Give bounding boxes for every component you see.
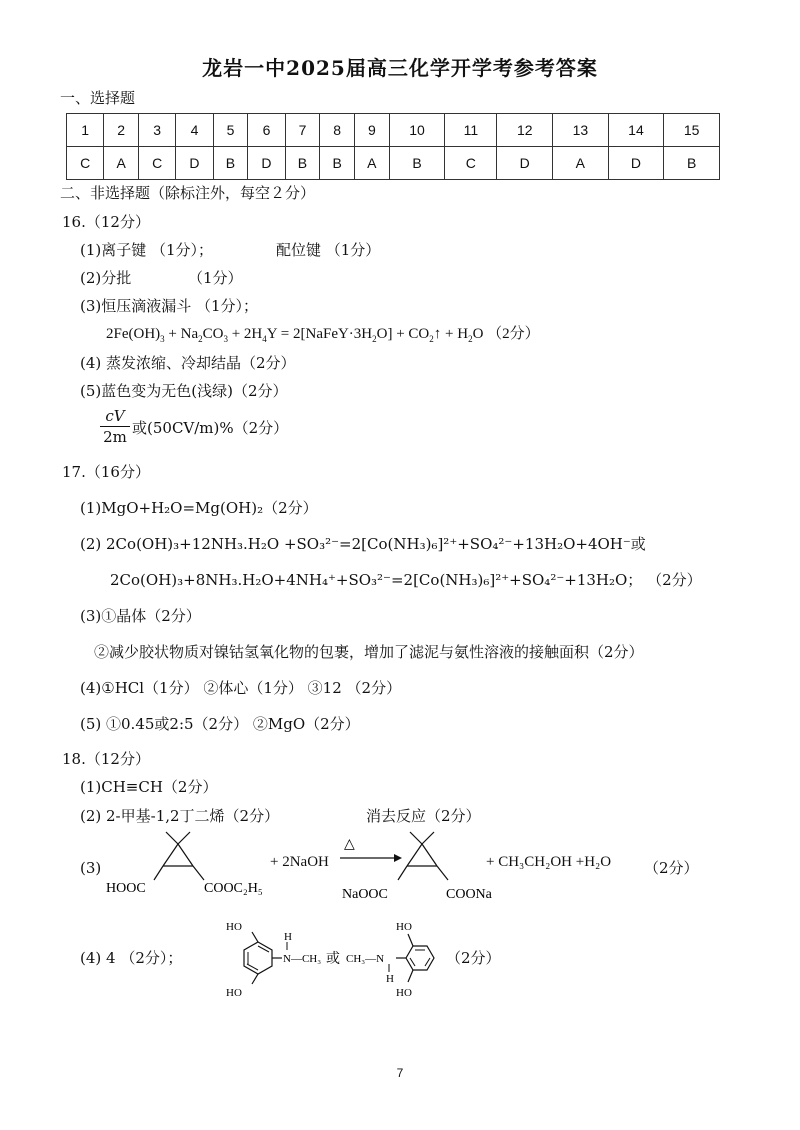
double-bond [425, 958, 430, 966]
page-number: 7 [396, 1066, 404, 1080]
answer-cell: B [664, 147, 720, 180]
ring-bond [178, 844, 193, 866]
answer-table-numbers-row [67, 114, 720, 147]
eq-part: O （2分） [472, 326, 540, 342]
q17-line5: ②减少胶状物质对镍钴氢氧化物的包裹，增加了滤泥与氨性溶液的接触面积（2分） [94, 643, 644, 661]
eq-part: + Na [164, 326, 199, 342]
question-number: 15 [664, 114, 720, 147]
methyl-bond [422, 832, 434, 844]
eq-part: Y = 2[NaFeY·3H [266, 326, 373, 342]
double-bond [410, 958, 415, 966]
answer-cell: D [608, 147, 664, 180]
answer-cell: B [285, 147, 320, 180]
answer-cell: C [445, 147, 497, 180]
ho-bond [252, 932, 258, 942]
eq-sub: 2 [372, 334, 377, 344]
question-number: 3 [139, 114, 176, 147]
q17-header: 17.（16分） [62, 463, 150, 481]
question-number: 2 [104, 114, 139, 147]
h-label: H [284, 931, 292, 943]
q16-line3: (3)恒压滴液漏斗 （1分）； [80, 297, 259, 315]
eq-part: ↑ + H [433, 326, 469, 342]
hooc-group: HOOC [106, 881, 146, 896]
q18-line4-score: （2分） [446, 949, 501, 967]
methyl-bond [178, 832, 190, 844]
heat-symbol: △ [344, 837, 355, 852]
ho-label: HO [396, 987, 412, 999]
eq-sub: 2 [468, 334, 473, 344]
ho-label: HO [226, 987, 242, 999]
ho-bond [408, 934, 413, 946]
question-number: 1 [67, 114, 104, 147]
q16-equation [106, 324, 540, 349]
methyl-bond [166, 832, 178, 844]
substituent-bond [398, 866, 407, 880]
ho-bond [252, 974, 258, 984]
q16-header: 16.（12分） [62, 213, 150, 231]
eq-part: 2Fe(OH) [106, 326, 161, 342]
ho-label: HO [226, 921, 242, 933]
section2-heading: 二、非选择题（除标注外，每空２分） [60, 184, 316, 202]
answer-cell: A [104, 147, 139, 180]
reactant-structure [100, 830, 290, 906]
q17-line3: 2Co(OH)₃+8NH₃.H₂O+4NH₄⁺+SO₃²⁻=2[Co(NH₃)₆]²⁺+SO₄²⁻+13H₂O； （2分） [110, 571, 702, 589]
q17-line4: (3)①晶体（2分） [80, 607, 201, 625]
q18-line3-label: (3) [80, 859, 102, 877]
eq-sub: 2 [198, 334, 203, 344]
reagent-naoh: + 2NaOH [270, 854, 329, 870]
q16-line4: (4) 蒸发浓缩、冷却结晶（2分） [80, 354, 296, 372]
ho-label: HO [396, 921, 412, 933]
q17-line2: (2) 2Co(OH)₃+12NH₃.H₂O +SO₃²⁻=2[Co(NH₃)₆]²⁺+SO₄²⁻+13H₂O+4OH⁻或 [80, 535, 646, 553]
eq-part: O] + CO [376, 326, 430, 342]
q17-line7: (5) ①0.45或2:5（2分） ②MgO（2分） [80, 715, 360, 733]
q18-header: 18.（12分） [62, 750, 150, 768]
answer-cell: D [176, 147, 213, 180]
q18-line2-b: 消去反应（2分） [366, 807, 481, 825]
question-number: 7 [285, 114, 320, 147]
ch3-n-label: CH₃—N [346, 953, 385, 965]
question-number: 13 [553, 114, 609, 147]
ho-bond [408, 970, 413, 982]
answer-cell: A [355, 147, 390, 180]
eq-sub: 3 [160, 334, 165, 344]
reaction-products: + CH₃CH₂OH +H₂O [486, 854, 612, 870]
question-number: 11 [445, 114, 497, 147]
answer-cell: C [139, 147, 176, 180]
ring-bond [407, 844, 422, 866]
eq-part: + 2H [227, 326, 263, 342]
product-structure [338, 830, 508, 906]
answer-cell: B [320, 147, 355, 180]
q16-line2-b: （1分） [188, 269, 243, 287]
answer-cell: C [67, 147, 104, 180]
q18-line2-a: (2) 2-甲基-1,2丁二烯（2分） [80, 807, 280, 825]
question-number: 4 [176, 114, 213, 147]
q18-line4-label: (4) 4 （2分）； [80, 949, 183, 967]
eq-sub: 4 [262, 334, 267, 344]
question-number: 14 [608, 114, 664, 147]
question-number: 8 [320, 114, 355, 147]
n-ch3-label: N—CH₃ [283, 953, 322, 965]
q17-line6: (4)①HCl（1分） ②体心（1分） ③12 （2分） [80, 679, 402, 697]
q18-line1: (1)CH≡CH（2分） [80, 778, 218, 796]
naooc-group: NaOOC [342, 887, 388, 902]
answer-cell: B [213, 147, 248, 180]
q16-line5: (5)蓝色变为无色(浅绿)（2分） [80, 382, 288, 400]
question-number: 12 [497, 114, 553, 147]
fraction-numerator: cV [100, 407, 130, 427]
answer-cell: B [389, 147, 445, 180]
methyl-bond [410, 832, 422, 844]
cooc2h5-group: COOC₂H₅ [204, 881, 263, 896]
eq-sub: 3 [223, 334, 228, 344]
ring-bond [163, 844, 178, 866]
coona-group: COONa [446, 887, 492, 902]
page-title: 龙岩一中2025届高三化学开学考参考答案 [202, 56, 598, 80]
q18-line3-score: （2分） [644, 859, 699, 877]
eq-part: CO [202, 326, 224, 342]
q16-line1-a: (1)离子键 （1分）； [80, 241, 214, 259]
answer-cell: D [497, 147, 553, 180]
answer-cell: A [553, 147, 609, 180]
question-number: 10 [389, 114, 445, 147]
question-number: 5 [213, 114, 248, 147]
section1-heading: 一、选择题 [60, 89, 136, 107]
h-label: H [386, 973, 394, 985]
answer-table-answers-row [67, 147, 720, 180]
q16-line2-a: (2)分批 [80, 269, 132, 287]
ring-bond [422, 844, 437, 866]
fraction-cv-over-2m [100, 407, 130, 447]
substituent-bond [437, 866, 448, 880]
q16-line6: 或(50CV/m)%（2分） [132, 419, 289, 437]
question-number: 6 [248, 114, 285, 147]
or-word: 或 [326, 952, 340, 967]
substituent-bond [193, 866, 204, 880]
answer-cell: D [248, 147, 285, 180]
q16-line1-b: 配位键 （1分） [276, 241, 381, 259]
eq-sub: 2 [429, 334, 434, 344]
substituent-bond [154, 866, 163, 880]
answer-table [66, 113, 720, 180]
fraction-denominator: 2m [103, 428, 127, 446]
q17-line1: (1)MgO+H₂O=Mg(OH)₂（2分） [80, 499, 318, 517]
question-number: 9 [355, 114, 390, 147]
